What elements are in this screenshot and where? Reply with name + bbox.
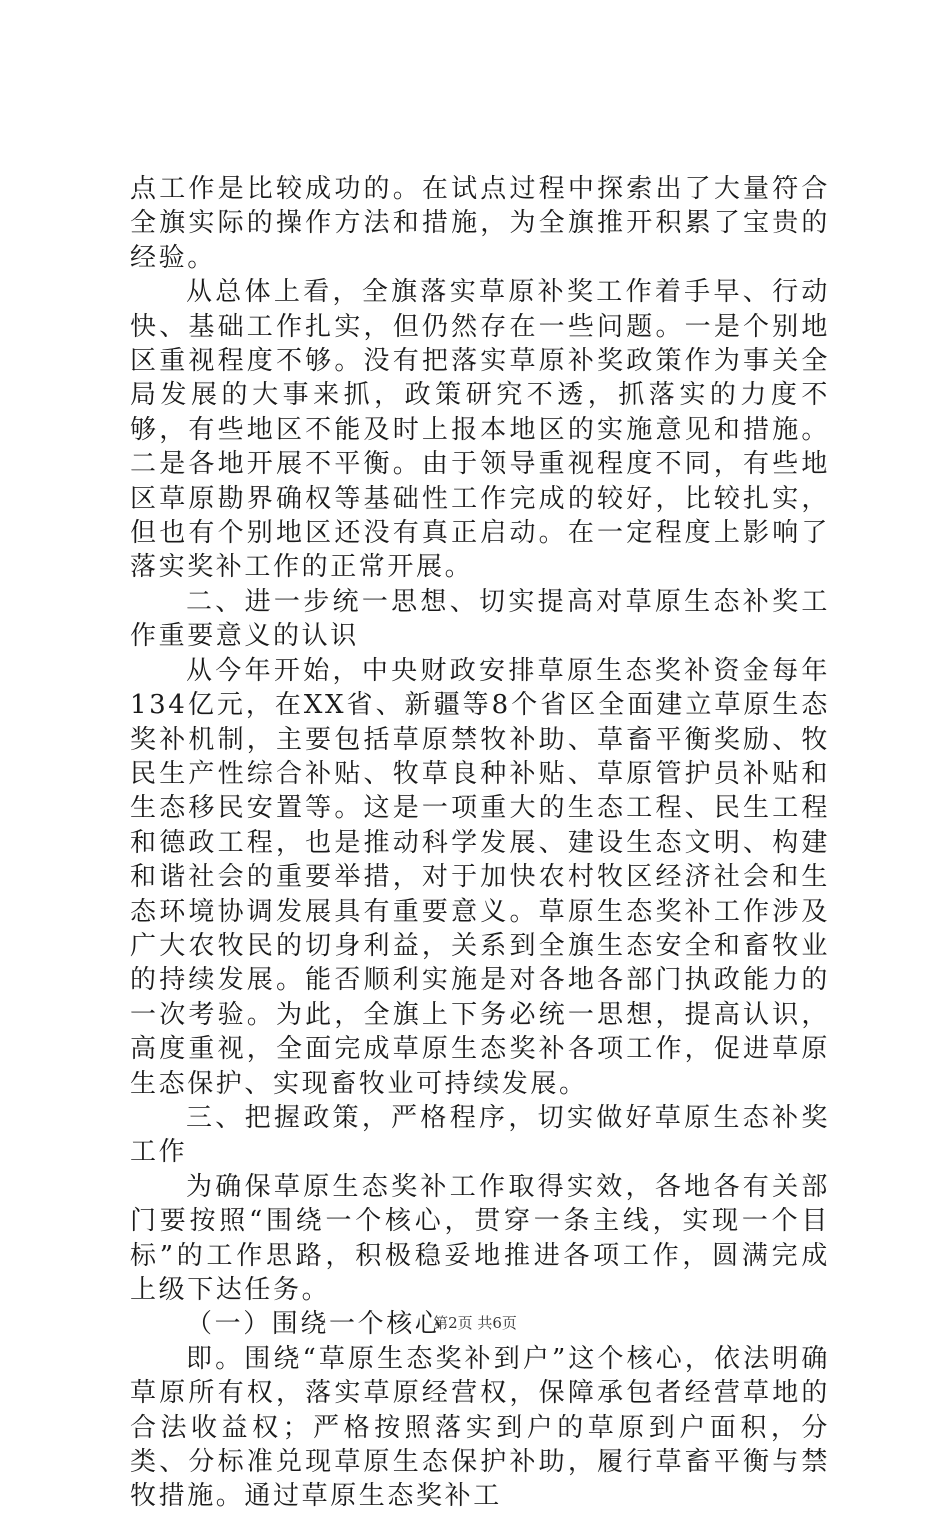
paragraph-central-funding: 从今年开始，中央财政安排草原生态奖补资金每年134亿元，在XX省、新疆等8个省区全面建立草原生态奖补机制，主要包括草原禁牧补助、草畜平衡奖励、牧民生产性综合补贴、牧草良种补贴、草原管护员补贴和生态移民安置等。这是一项重大的生态工程、民生工程和德政工程，也是推动科学发展、建设生态文明、构建和谐社会的重要举措，对于加快农村牧区经济社会和生态环境协调发展具有重要意义。草原生态奖补工作涉及广大农牧民的切身利益，关系到全旗生态安全和畜牧业的持续发展。能否顺利实施是对各地各部门执政能力的一次考验。为此，全旗上下务必统一思想，提高认识，高度重视，全面完成草原生态奖补各项工作，促进草原生态保护、实现畜牧业可持续发展。 bbox=[130, 655, 830, 1099]
section-heading-three: 三、把握政策，严格程序，切实做好草原生态补奖工作 bbox=[130, 1102, 830, 1168]
page-number-label: 第2页 共6页 bbox=[433, 1314, 517, 1332]
page-footer bbox=[0, 1312, 950, 1333]
paragraph-work-approach: 为确保草原生态奖补工作取得实效，各地各有关部门要按照“围绕一个核心，贯穿一条主线，实现一个目标”的工作思路，积极稳妥地推进各项工作，圆满完成上级下达任务。 bbox=[130, 1171, 830, 1305]
paragraph-core-task: 即。围绕“草原生态奖补到户”这个核心，依法明确草原所有权，落实草原经营权，保障承包者经营草地的合法收益权；严格按照落实到户的草原到户面积，分类、分标准兑现草原生态保护补助，履行草畜平衡与禁牧措施。通过草原生态奖补工 bbox=[130, 1343, 830, 1512]
paragraph-continuation: 点工作是比较成功的。在试点过程中探索出了大量符合全旗实际的操作方法和措施，为全旗推开积累了宝贵的经验。 bbox=[130, 174, 830, 273]
paragraph-overview-problems: 从总体上看，全旗落实草原补奖工作着手早、行动快、基础工作扎实，但仍然存在一些问题。一是个别地区重视程度不够。没有把落实草原补奖政策作为事关全局发展的大事来抓，政策研究不透，抓落实的力度不够，有些地区不能及时上报本地区的实施意见和措施。二是各地开展不平衡。由于领导重视程度不同，有些地区草原勘界确权等基础性工作完成的较好，比较扎实，但也有个别地区还没有真正启动。在一定程度上影响了落实奖补工作的正常开展。 bbox=[130, 277, 830, 583]
section-heading-two: 二、进一步统一思想、切实提高对草原生态补奖工作重要意义的认识 bbox=[130, 586, 830, 652]
subsection-heading-one: （一）围绕一个核心 bbox=[186, 1309, 444, 1340]
